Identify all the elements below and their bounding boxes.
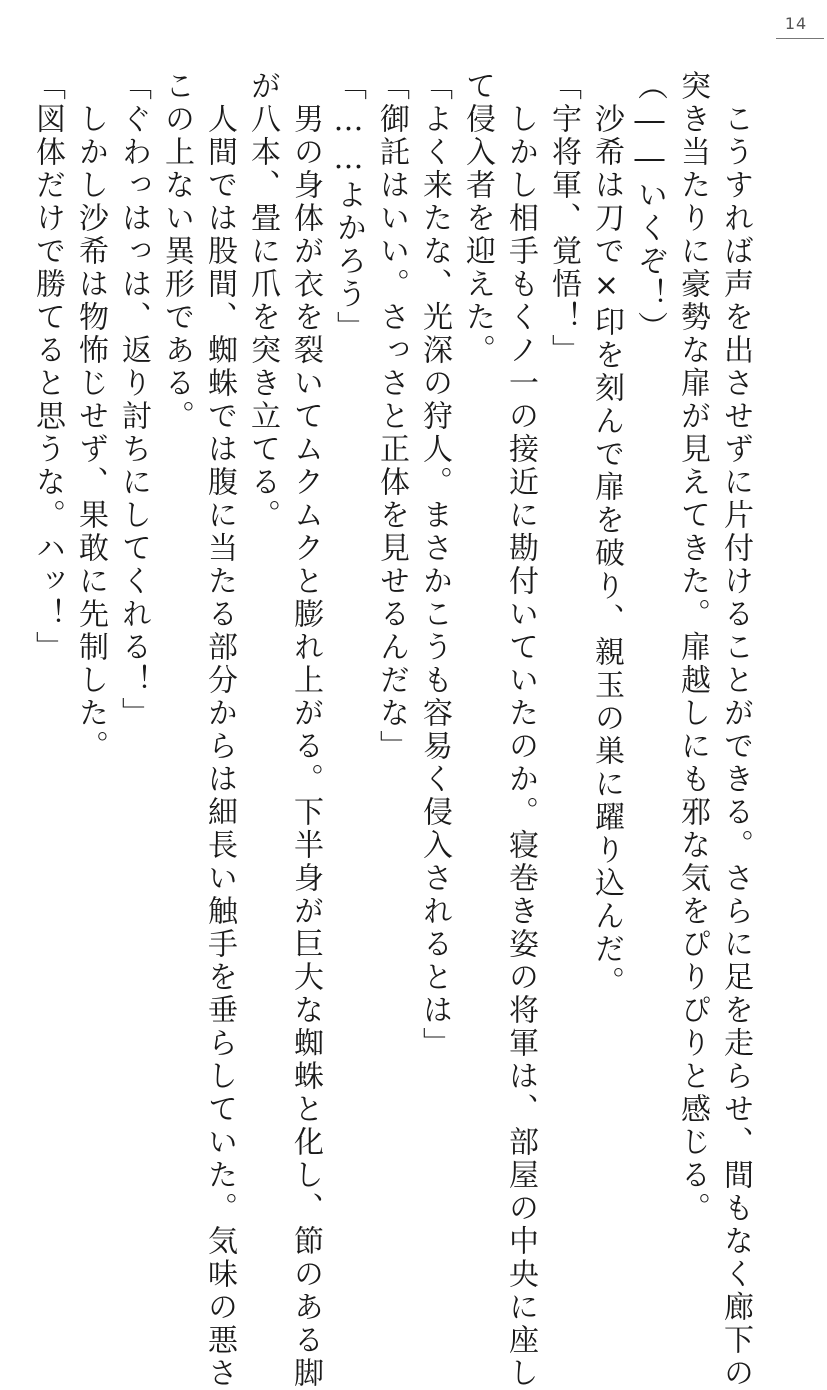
text-line: 突き当たりに豪勢な扉が見えてきた。扉越しにも邪な気をぴりぴりと感じる。 xyxy=(675,70,710,1225)
page-number: 14 xyxy=(784,14,808,33)
text-line: 人間では股間、蜘蛛では腹に当たる部分からは細長い触手を垂らしていた。気味の悪さ xyxy=(202,70,237,1390)
text-line: て侵入者を迎えた。 xyxy=(460,70,495,367)
text-line: 「よく来たな、光深の狩人。まさかこうも容易く侵入されるとは」 xyxy=(417,70,452,1060)
text-line: 沙希は刀で×印を刻んで扉を破り、親玉の巣に躍り込んだ。 xyxy=(589,70,624,999)
text-line: 「図体だけで勝てると思うな。ハッ！」 xyxy=(30,70,65,664)
text-line: しかし沙希は物怖じせず、果敢に先制した。 xyxy=(73,70,108,763)
text-line: 「宇将軍、覚悟！」 xyxy=(546,70,581,367)
text-line: 「ぐわっはっは、返り討ちにしてくれる！」 xyxy=(116,70,151,730)
text-line: が八本、畳に爪を突き立てる。 xyxy=(245,70,280,532)
text-line: しかし相手もくノ一の接近に勘付いていたのか。寝巻き姿の将軍は、部屋の中央に座し xyxy=(503,70,538,1390)
page-number-rule xyxy=(776,38,824,39)
text-line: こうすれば声を出させずに片付けることができる。さらに足を走らせ、間もなく廊下の xyxy=(718,70,753,1390)
text-line: 男の身体が衣を裂いてムクムクと膨れ上がる。下半身が巨大な蜘蛛と化し、節のある脚 xyxy=(288,70,323,1390)
text-line: （――いくぞ！） xyxy=(632,70,667,344)
text-line: 「……よかろう」 xyxy=(331,70,366,344)
novel-text-body xyxy=(26,70,757,1390)
text-line: この上ない異形である。 xyxy=(159,70,194,433)
text-line: 「御託はいい。さっさと正体を見せるんだな」 xyxy=(374,70,409,763)
